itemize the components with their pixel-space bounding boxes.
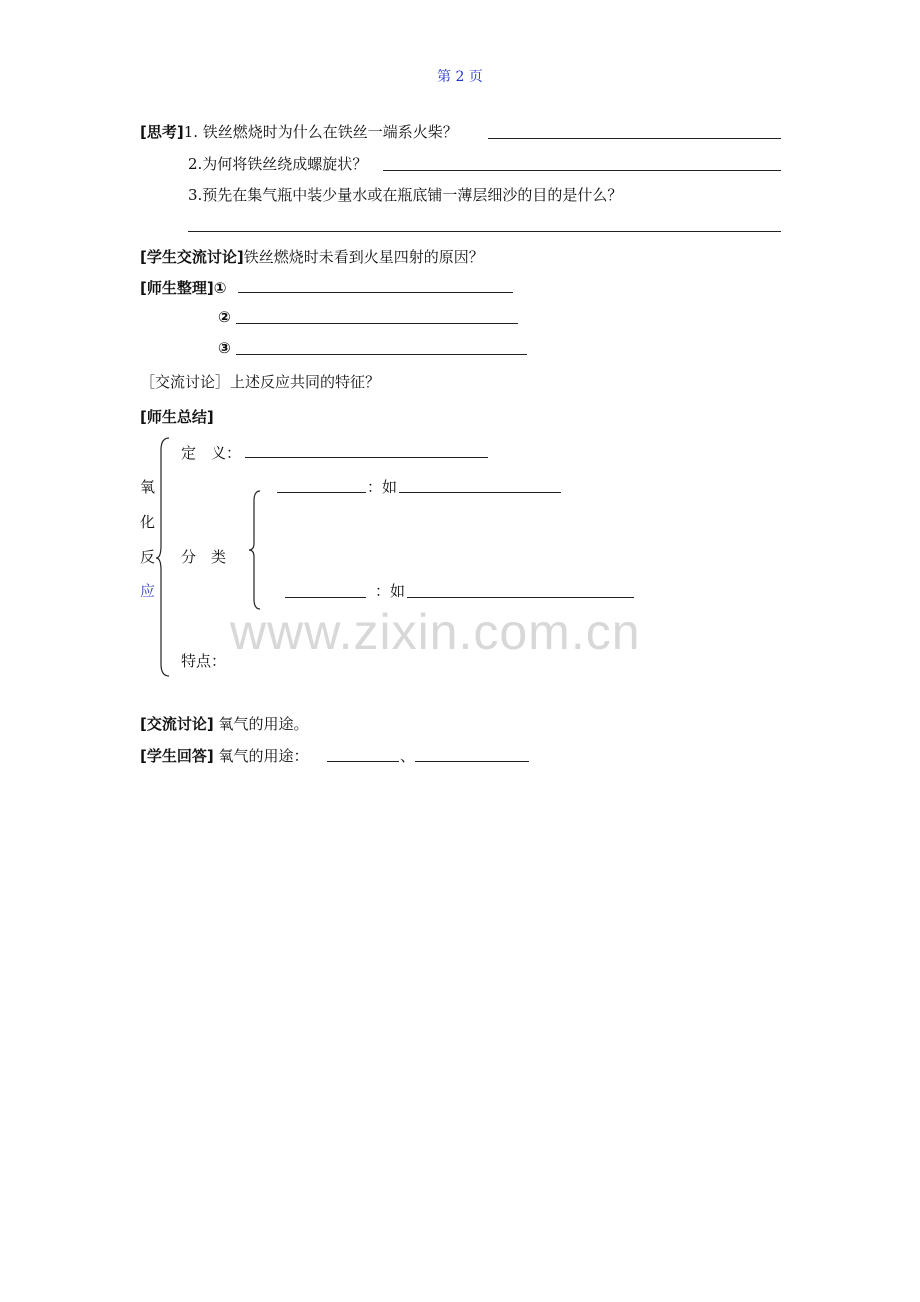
answer-blank-1: [327, 761, 399, 762]
think-question-1-row: [140, 121, 458, 142]
class-1-example-line: [399, 492, 561, 493]
class-2-example-label: ：如: [375, 582, 406, 600]
class-2-example-line: [407, 597, 634, 598]
organize-row-1: [140, 277, 226, 298]
inner-brace: [248, 489, 264, 611]
answer-text: 氧气的用途：: [218, 747, 309, 765]
concept-char-2: 化: [140, 513, 156, 531]
organize-line-2: [236, 323, 518, 324]
discussion-usage-text: 氧气的用途。: [218, 715, 309, 733]
page-number-header: 第 2 页: [437, 69, 483, 85]
think-question-1: 1. 铁丝燃烧时为什么在铁丝一端系火柴？: [183, 123, 458, 141]
class-2-name-line: [285, 597, 366, 598]
feature-label: 特点：: [181, 652, 227, 670]
organize-line-3: [236, 354, 527, 355]
concept-char-1: 氧: [140, 478, 156, 496]
summary-tag: [师生总结]: [140, 408, 214, 426]
answer-line-q3: [188, 231, 781, 232]
discussion-usage-tag: [交流讨论]: [140, 715, 214, 733]
answer-line-q1: [488, 138, 781, 139]
organize-item-1: ①: [213, 279, 227, 297]
organize-item-3: ③: [218, 339, 231, 357]
watermark: www.zixin.com.cn: [230, 604, 641, 660]
student-discussion-tag: [学生交流讨论]: [140, 248, 244, 266]
concept-char-3: 反: [140, 548, 156, 566]
discussion-common-feature: ［交流讨论］上述反应共同的特征？: [140, 373, 381, 391]
answer-line-q2: [383, 170, 781, 171]
think-question-2: 2.为何将铁丝绕成螺旋状？: [188, 155, 368, 173]
student-discussion-text: 铁丝燃烧时未看到火星四射的原因？: [243, 248, 484, 266]
answer-blank-2: [415, 761, 529, 762]
definition-line: [245, 457, 488, 458]
answer-row: [140, 745, 309, 766]
definition-label: 定 义：: [181, 444, 242, 462]
answer-separator: 、: [400, 747, 416, 765]
classify-label: 分 类: [181, 548, 227, 566]
student-discussion-row: [140, 246, 484, 267]
class-1-example-label: ：如: [367, 478, 398, 496]
answer-tag: [学生回答]: [140, 747, 214, 765]
organize-item-2: ②: [218, 308, 231, 326]
organize-line-1: [238, 292, 513, 293]
concept-char-4: 应: [140, 582, 156, 600]
outer-brace: [155, 436, 175, 680]
think-question-3: 3.预先在集气瓶中装少量水或在瓶底铺一薄层细沙的目的是什么？: [188, 186, 623, 204]
discussion-usage-row: [140, 713, 309, 734]
class-1-name-line: [277, 492, 366, 493]
think-tag: [思考]: [140, 123, 184, 141]
organize-tag: [师生整理]: [140, 279, 214, 297]
